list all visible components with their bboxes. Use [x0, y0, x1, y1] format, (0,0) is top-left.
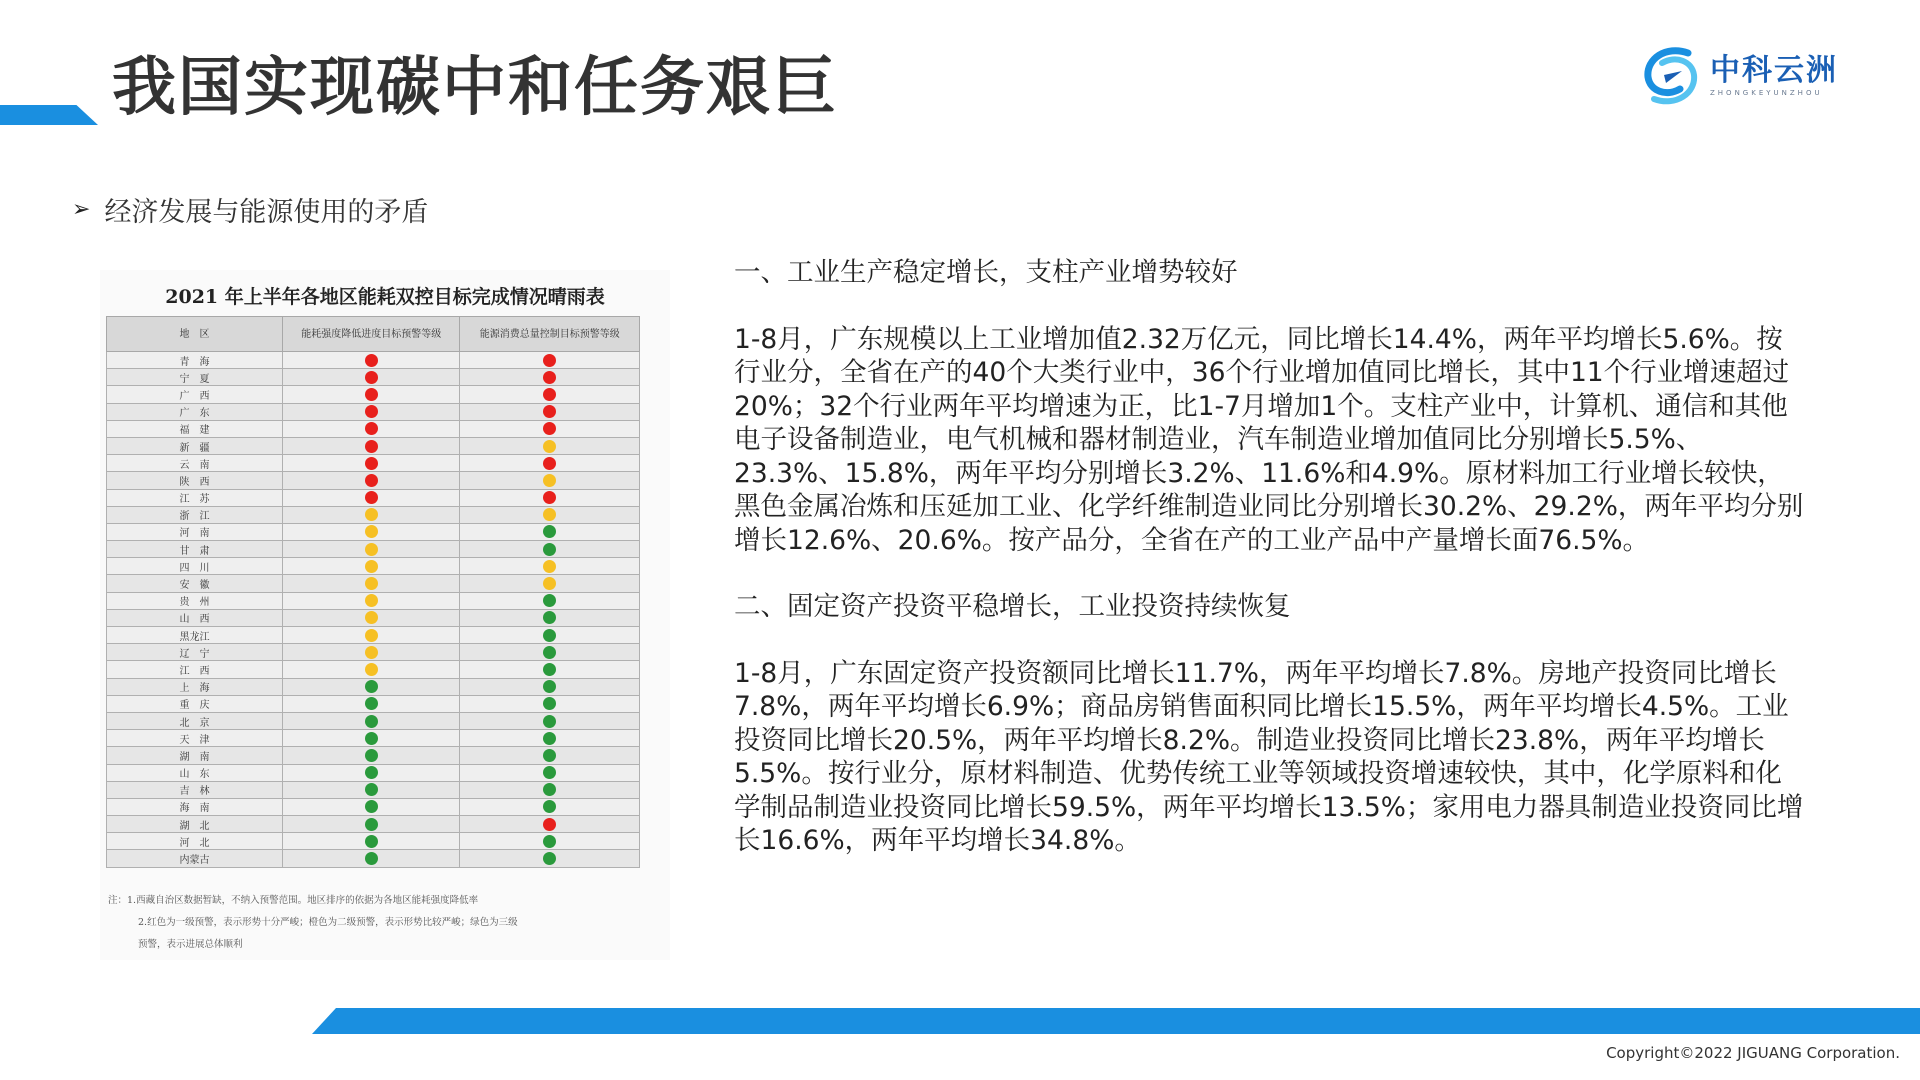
green-warning-dot-icon [543, 835, 556, 848]
table-notes [108, 890, 664, 956]
table-row [107, 575, 640, 592]
table-row [107, 420, 640, 437]
paragraph-2: 1-8月，广东固定资产投资额同比增长11.7%，两年平均增长7.8%。房地产投资同比增长7.8%，两年平均增长6.9%；商品房销售面积同比增长15.5%，两年平均增长4.5%。工业投资同比增长20.5%，两年平均增长8.2%。制造业投资同比增长23.8%，两年平均增长5.5%。按行业分，原材料制造、优势传统工业等领域投资增速较快，其中，化学原料和化学制品制造业投资同比增长59.5%，两年平均增长13.5%；家用电力器具制造业投资同比增长16.6%，两年平均增长34.8%。 [734, 657, 1804, 856]
red-warning-dot-icon [365, 422, 378, 435]
total-level-cell [460, 730, 640, 747]
intensity-level-cell [282, 472, 460, 489]
col-header-intensity: 能耗强度降低进度目标预警等级 [282, 317, 460, 352]
green-warning-dot-icon [365, 749, 378, 762]
total-level-cell [460, 386, 640, 403]
region-cell: 贵 州 [107, 592, 283, 609]
green-warning-dot-icon [543, 543, 556, 556]
table-row [107, 455, 640, 472]
total-level-cell [460, 437, 640, 454]
table-note: 2.红色为一级预警，表示形势十分严峻；橙色为二级预警，表示形势比较严峻；绿色为三级 [138, 917, 518, 928]
table-row [107, 781, 640, 798]
total-level-cell [460, 661, 640, 678]
red-warning-dot-icon [543, 422, 556, 435]
red-warning-dot-icon [365, 354, 378, 367]
red-warning-dot-icon [543, 354, 556, 367]
region-cell: 吉 林 [107, 781, 283, 798]
table-row [107, 592, 640, 609]
table-row [107, 523, 640, 540]
yellow-warning-dot-icon [543, 560, 556, 573]
region-cell: 重 庆 [107, 695, 283, 712]
intensity-level-cell [282, 695, 460, 712]
green-warning-dot-icon [365, 835, 378, 848]
region-cell: 陕 西 [107, 472, 283, 489]
green-warning-dot-icon [365, 715, 378, 728]
green-warning-dot-icon [365, 852, 378, 865]
copyright-text: Copyright©2022 JIGUANG Corporation. [1606, 1044, 1900, 1062]
green-warning-dot-icon [543, 611, 556, 624]
region-cell: 湖 北 [107, 816, 283, 833]
table-row [107, 816, 640, 833]
intensity-level-cell [282, 420, 460, 437]
region-cell: 甘 肃 [107, 541, 283, 558]
table-row [107, 747, 640, 764]
yellow-warning-dot-icon [543, 440, 556, 453]
red-warning-dot-icon [543, 457, 556, 470]
region-cell: 福 建 [107, 420, 283, 437]
intensity-level-cell [282, 369, 460, 386]
region-cell: 浙 江 [107, 506, 283, 523]
footer-accent-bar [312, 1008, 1920, 1034]
green-warning-dot-icon [543, 680, 556, 693]
region-cell: 山 西 [107, 609, 283, 626]
table-row [107, 472, 640, 489]
col-header-total: 能源消费总量控制目标预警等级 [460, 317, 640, 352]
red-warning-dot-icon [365, 388, 378, 401]
total-level-cell [460, 575, 640, 592]
intensity-level-cell [282, 661, 460, 678]
table-row [107, 678, 640, 695]
intensity-level-cell [282, 781, 460, 798]
green-warning-dot-icon [543, 594, 556, 607]
red-warning-dot-icon [543, 405, 556, 418]
intensity-level-cell [282, 352, 460, 369]
bullet-text: 经济发展与能源使用的矛盾 [104, 197, 429, 228]
intensity-level-cell [282, 712, 460, 729]
col-header-region: 地 区 [107, 317, 283, 352]
red-warning-dot-icon [365, 440, 378, 453]
total-level-cell [460, 592, 640, 609]
table-row [107, 730, 640, 747]
red-warning-dot-icon [543, 371, 556, 384]
green-warning-dot-icon [543, 783, 556, 796]
green-warning-dot-icon [365, 732, 378, 745]
yellow-warning-dot-icon [543, 474, 556, 487]
total-level-cell [460, 506, 640, 523]
green-warning-dot-icon [365, 680, 378, 693]
intensity-level-cell [282, 592, 460, 609]
region-cell: 青 海 [107, 352, 283, 369]
yellow-warning-dot-icon [365, 543, 378, 556]
table-row [107, 352, 640, 369]
region-cell: 辽 宁 [107, 644, 283, 661]
green-warning-dot-icon [543, 646, 556, 659]
green-warning-dot-icon [543, 766, 556, 779]
intensity-level-cell [282, 798, 460, 815]
intensity-level-cell [282, 627, 460, 644]
total-level-cell [460, 403, 640, 420]
region-cell: 广 东 [107, 403, 283, 420]
yellow-warning-dot-icon [365, 525, 378, 538]
intensity-level-cell [282, 437, 460, 454]
total-level-cell [460, 369, 640, 386]
green-warning-dot-icon [365, 800, 378, 813]
table-row [107, 437, 640, 454]
red-warning-dot-icon [365, 405, 378, 418]
table-row [107, 541, 640, 558]
intensity-level-cell [282, 850, 460, 867]
region-cell: 广 西 [107, 386, 283, 403]
total-level-cell [460, 764, 640, 781]
region-cell: 云 南 [107, 455, 283, 472]
red-warning-dot-icon [365, 457, 378, 470]
red-warning-dot-icon [543, 388, 556, 401]
intensity-level-cell [282, 506, 460, 523]
green-warning-dot-icon [365, 818, 378, 831]
table-row [107, 369, 640, 386]
intensity-level-cell [282, 386, 460, 403]
yellow-warning-dot-icon [365, 663, 378, 676]
total-level-cell [460, 455, 640, 472]
region-cell: 湖 南 [107, 747, 283, 764]
green-warning-dot-icon [543, 663, 556, 676]
intensity-level-cell [282, 730, 460, 747]
section-heading-1: 一、工业生产稳定增长，支柱产业增势较好 [734, 257, 1238, 288]
intensity-level-cell [282, 833, 460, 850]
intensity-level-cell [282, 575, 460, 592]
energy-warning-table-image [100, 270, 670, 960]
yellow-warning-dot-icon [365, 594, 378, 607]
region-cell: 河 南 [107, 523, 283, 540]
yellow-warning-dot-icon [365, 629, 378, 642]
table-row [107, 386, 640, 403]
table-row [107, 627, 640, 644]
region-cell: 四 川 [107, 558, 283, 575]
region-cell: 山 东 [107, 764, 283, 781]
intensity-level-cell [282, 816, 460, 833]
region-cell: 安 徽 [107, 575, 283, 592]
region-cell: 内蒙古 [107, 850, 283, 867]
yellow-warning-dot-icon [365, 508, 378, 521]
total-level-cell [460, 541, 640, 558]
table-row [107, 850, 640, 867]
table-title: 2021 年上半年各地区能耗双控目标完成情况晴雨表 [165, 286, 605, 308]
region-cell: 江 苏 [107, 489, 283, 506]
intensity-level-cell [282, 489, 460, 506]
table-body [107, 352, 640, 868]
table-note: 注：1.西藏自治区数据暂缺，不纳入预警范围。地区排序的依据为各地区能耗强度降低率 [108, 895, 479, 906]
yellow-warning-dot-icon [365, 646, 378, 659]
total-level-cell [460, 609, 640, 626]
total-level-cell [460, 747, 640, 764]
energy-warning-table [106, 316, 640, 868]
table-note: 预警，表示进展总体顺利 [138, 939, 243, 950]
green-warning-dot-icon [543, 525, 556, 538]
yellow-warning-dot-icon [365, 611, 378, 624]
intensity-level-cell [282, 523, 460, 540]
total-level-cell [460, 644, 640, 661]
intensity-level-cell [282, 747, 460, 764]
total-level-cell [460, 558, 640, 575]
total-level-cell [460, 712, 640, 729]
region-cell: 黑龙江 [107, 627, 283, 644]
table-row [107, 695, 640, 712]
total-level-cell [460, 816, 640, 833]
green-warning-dot-icon [365, 783, 378, 796]
green-warning-dot-icon [543, 800, 556, 813]
region-cell: 新 疆 [107, 437, 283, 454]
logo-subtext: ZHONGKEYUNZHOU [1710, 89, 1823, 97]
intensity-level-cell [282, 455, 460, 472]
total-level-cell [460, 798, 640, 815]
total-level-cell [460, 472, 640, 489]
region-cell: 北 京 [107, 712, 283, 729]
total-level-cell [460, 627, 640, 644]
green-warning-dot-icon [543, 697, 556, 710]
red-warning-dot-icon [365, 371, 378, 384]
table-row [107, 489, 640, 506]
total-level-cell [460, 523, 640, 540]
title-accent-bar [0, 105, 98, 125]
green-warning-dot-icon [543, 732, 556, 745]
company-logo [1636, 40, 1856, 112]
green-warning-dot-icon [543, 715, 556, 728]
table-row [107, 558, 640, 575]
table-row [107, 798, 640, 815]
green-warning-dot-icon [543, 629, 556, 642]
table-row [107, 403, 640, 420]
total-level-cell [460, 352, 640, 369]
region-cell: 江 西 [107, 661, 283, 678]
table-row [107, 764, 640, 781]
yellow-warning-dot-icon [543, 508, 556, 521]
yellow-warning-dot-icon [365, 577, 378, 590]
section-heading-2: 二、固定资产投资平稳增长，工业投资持续恢复 [734, 591, 1291, 622]
red-warning-dot-icon [543, 491, 556, 504]
table-row [107, 661, 640, 678]
red-warning-dot-icon [365, 474, 378, 487]
green-warning-dot-icon [365, 697, 378, 710]
total-level-cell [460, 833, 640, 850]
paragraph-1: 1-8月，广东规模以上工业增加值2.32万亿元，同比增长14.4%，两年平均增长5.6%。按行业分，全省在产的40个大类行业中，36个行业增加值同比增长，其中11个行业增速超过20%；32个行业两年平均增速为正，比1-7月增加1个。支柱产业中，计算机、通信和其他电子设备制造业，电气机械和器材制造业，汽车制造业增加值同比分别增长5.5%、23.3%、15.8%，两年平均分别增长3.2%、11.6%和4.9%。原材料加工行业增长较快，黑色金属冶炼和压延加工业、化学纤维制造业同比分别增长30.2%、29.2%，两年平均分别增长12.6%、20.6%。按产品分，全省在产的工业产品中产量增长面76.5%。 [734, 323, 1804, 556]
green-warning-dot-icon [543, 749, 556, 762]
table-row [107, 644, 640, 661]
table-row [107, 833, 640, 850]
region-cell: 河 北 [107, 833, 283, 850]
total-level-cell [460, 678, 640, 695]
green-warning-dot-icon [365, 766, 378, 779]
intensity-level-cell [282, 678, 460, 695]
table-row [107, 506, 640, 523]
content-text [734, 256, 1804, 891]
section-bullet [72, 190, 428, 229]
total-level-cell [460, 489, 640, 506]
page-title: 我国实现碳中和任务艰巨 [112, 51, 838, 125]
region-cell: 上 海 [107, 678, 283, 695]
intensity-level-cell [282, 764, 460, 781]
arrow-bullet-icon: ➢ [72, 197, 91, 222]
total-level-cell [460, 781, 640, 798]
region-cell: 宁 夏 [107, 369, 283, 386]
logo-text: 中科云洲 [1710, 53, 1838, 88]
region-cell: 海 南 [107, 798, 283, 815]
intensity-level-cell [282, 541, 460, 558]
green-warning-dot-icon [543, 852, 556, 865]
region-cell: 天 津 [107, 730, 283, 747]
yellow-warning-dot-icon [543, 577, 556, 590]
total-level-cell [460, 850, 640, 867]
yellow-warning-dot-icon [365, 560, 378, 573]
intensity-level-cell [282, 609, 460, 626]
logo-swirl-icon [1636, 41, 1706, 111]
total-level-cell [460, 695, 640, 712]
intensity-level-cell [282, 558, 460, 575]
intensity-level-cell [282, 644, 460, 661]
table-row [107, 712, 640, 729]
red-warning-dot-icon [365, 491, 378, 504]
table-row [107, 609, 640, 626]
red-warning-dot-icon [543, 818, 556, 831]
intensity-level-cell [282, 403, 460, 420]
total-level-cell [460, 420, 640, 437]
